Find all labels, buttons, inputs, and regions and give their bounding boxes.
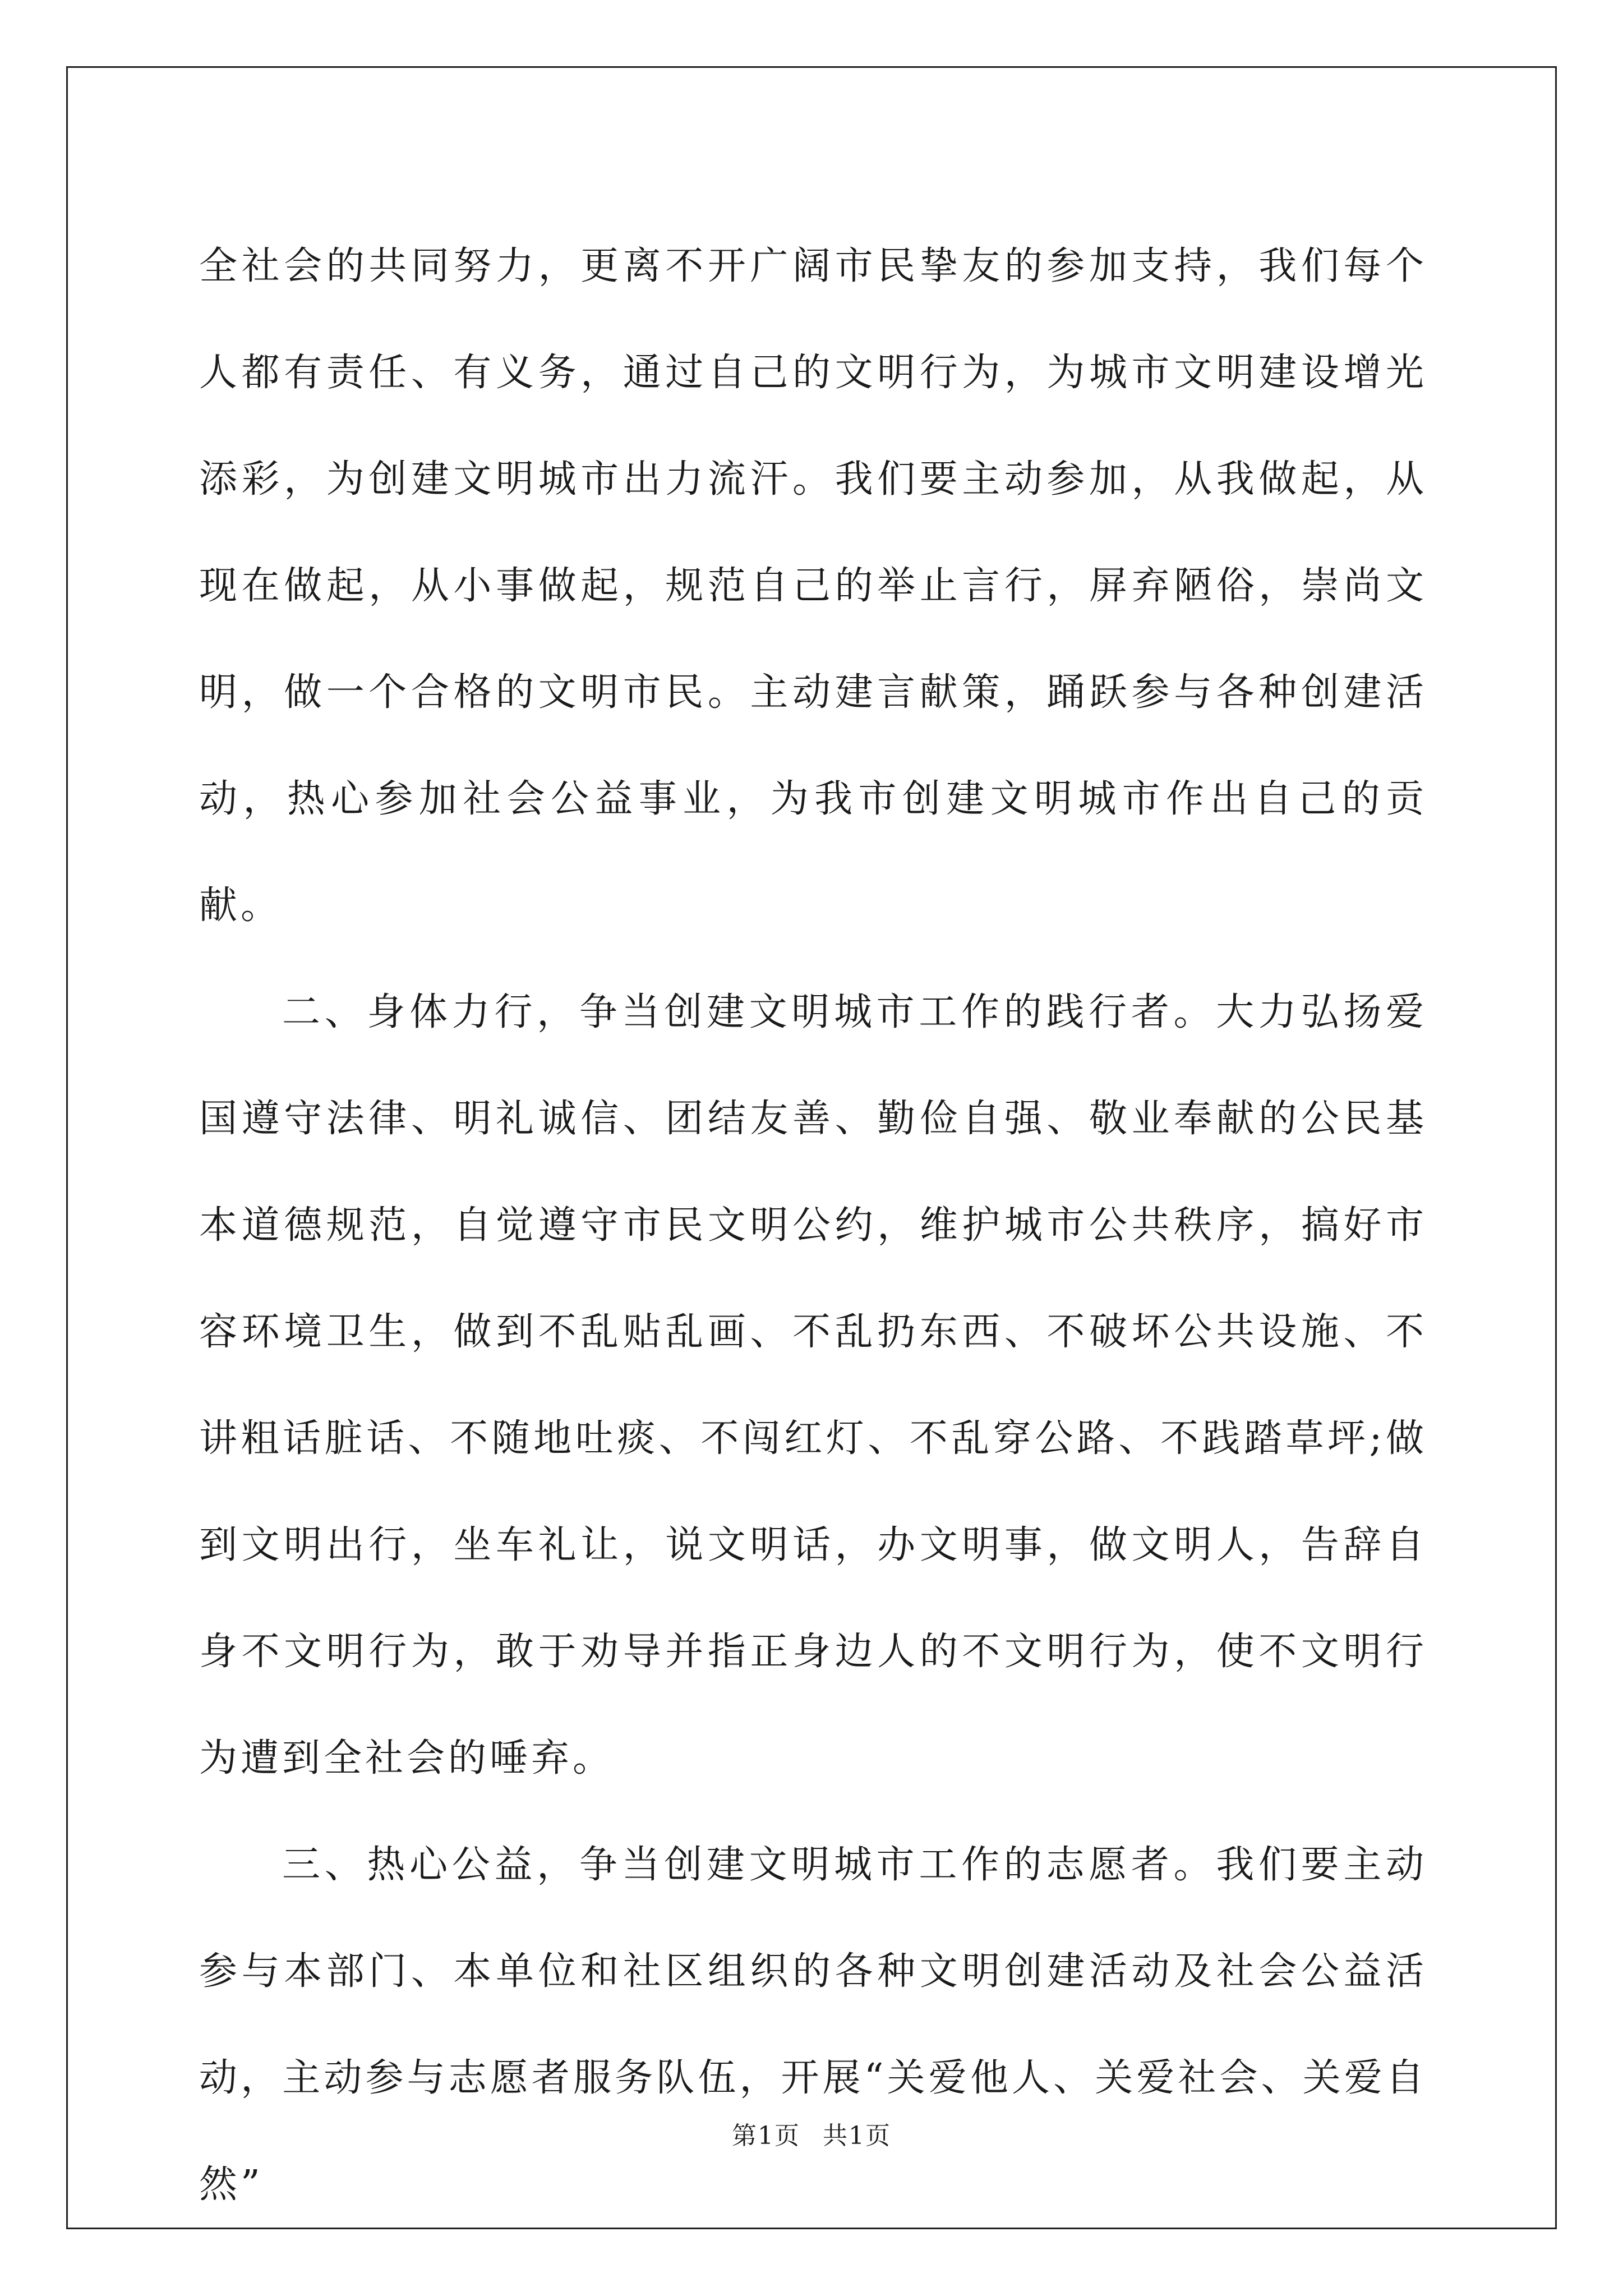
paragraph-section-two: 二、身体力行，争当创建文明城市工作的践行者。大力弘扬爱国遵守法律、明礼诚信、团结友善、勤俭自强、敬业奉献的公民基本道德规范，自觉遵守市民文明公约，维护城市公共秩序，搞好市容环境卫生，做到不乱贴乱画、不乱扔东西、不破坏公共设施、不讲粗话脏话、不随地吐痰、不闯红灯、不乱穿公路、不践踏草坪;做到文明出行，坐车礼让，说文明话，办文明事，做文明人，告辞自身不文明行为，敢于劝导并指正身边人的不文明行为，使不文明行为遭到全社会的唾弃。: [199, 990, 1427, 1780]
page-footer: [0, 2119, 1623, 2153]
page-number-total: 共1页: [823, 2122, 891, 2150]
document-body: [199, 213, 1427, 2238]
page-number-current: 第1页: [732, 2122, 800, 2150]
paragraph-continuation: 全社会的共同努力，更离不开广阔市民挚友的参加支持，我们每个人都有责任、有义务，通过自己的文明行为，为城市文明建设增光添彩，为创建文明城市出力流汗。我们要主动参加，从我做起，从现在做起，从小事做起，规范自己的举止言行，屏弃陋俗，崇尚文明，做一个合格的文明市民。主动建言献策，踊跃参与各种创建活动，热心参加社会公益事业，为我市创建文明城市作出自己的贡献。: [199, 244, 1427, 928]
paragraph-section-three: 三、热心公益，争当创建文明城市工作的志愿者。我们要主动参与本部门、本单位和社区组织的各种文明创建活动及社会公益活动，主动参与志愿者服务队伍，开展“关爱他人、关爱社会、关爱自然”: [199, 1843, 1427, 2207]
